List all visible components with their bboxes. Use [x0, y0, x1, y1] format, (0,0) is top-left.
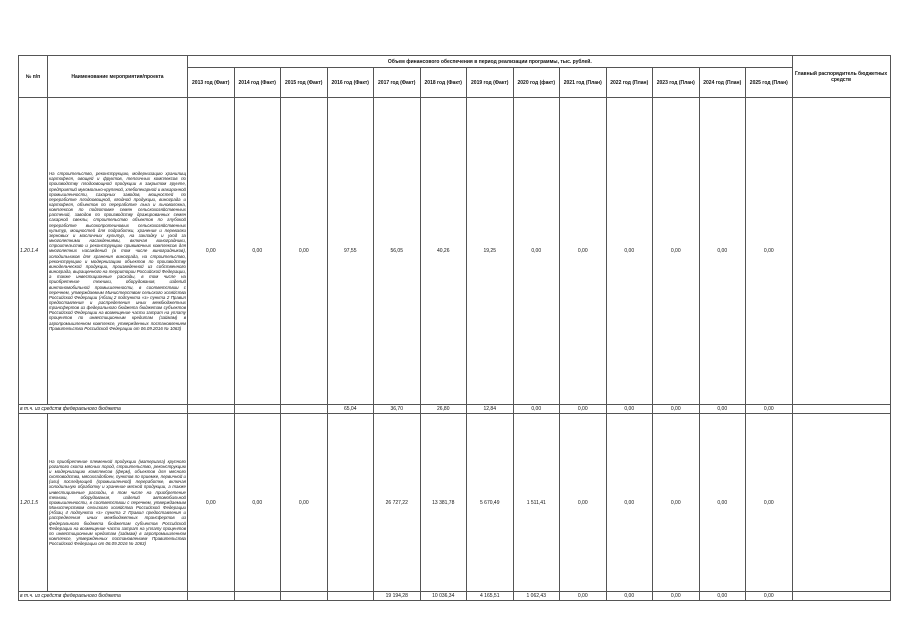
header-year: 2013 год (Факт) — [188, 68, 235, 98]
value-cell: 0,00 — [746, 414, 793, 592]
value-cell — [327, 592, 374, 601]
value-cell: 56,05 — [374, 98, 421, 405]
value-cell: 0,00 — [560, 414, 607, 592]
value-cell: 0,00 — [606, 405, 653, 414]
value-cell: 40,26 — [420, 98, 467, 405]
header-num: № п/п — [19, 56, 48, 98]
value-cell: 0,00 — [746, 592, 793, 601]
value-cell: 4 165,51 — [467, 592, 514, 601]
value-cell: 19,25 — [467, 98, 514, 405]
header-year: 2024 год (План) — [699, 68, 746, 98]
value-cell: 0,00 — [653, 98, 700, 405]
value-cell: 13 381,78 — [420, 414, 467, 592]
value-cell: 97,55 — [327, 98, 374, 405]
distributor-cell — [792, 592, 890, 601]
value-cell: 0,00 — [606, 592, 653, 601]
header-year: 2017 год (Факт) — [374, 68, 421, 98]
value-cell: 26,80 — [420, 405, 467, 414]
distributor-cell — [792, 405, 890, 414]
value-cell: 5 670,49 — [467, 414, 514, 592]
header-year: 2014 год (Факт) — [234, 68, 281, 98]
value-cell: 0,00 — [699, 405, 746, 414]
value-cell: 1 062,43 — [513, 592, 560, 601]
distributor-cell — [792, 98, 890, 405]
table-row — [19, 98, 891, 405]
value-cell — [188, 405, 235, 414]
row-code: 1.20.1.4 — [19, 98, 48, 405]
value-cell: 0,00 — [699, 98, 746, 405]
financing-table — [18, 55, 891, 601]
value-cell — [234, 405, 281, 414]
row-sublabel: в т.ч. из средств федерального бюджета — [19, 405, 188, 414]
value-cell: 65,04 — [327, 405, 374, 414]
value-cell: 0,00 — [281, 414, 328, 592]
value-cell: 0,00 — [513, 405, 560, 414]
value-cell — [327, 414, 374, 592]
value-cell: 0,00 — [699, 414, 746, 592]
value-cell: 0,00 — [653, 592, 700, 601]
value-cell: 0,00 — [234, 414, 281, 592]
value-cell: 0,00 — [653, 414, 700, 592]
value-cell: 0,00 — [234, 98, 281, 405]
value-cell: 1 511,41 — [513, 414, 560, 592]
value-cell: 12,84 — [467, 405, 514, 414]
header-year: 2019 год (Факт) — [467, 68, 514, 98]
value-cell: 0,00 — [188, 414, 235, 592]
value-cell: 0,00 — [560, 405, 607, 414]
value-cell: 0,00 — [606, 414, 653, 592]
value-cell: 0,00 — [653, 405, 700, 414]
value-cell: 0,00 — [746, 405, 793, 414]
value-cell: 19 194,28 — [374, 592, 421, 601]
value-cell: 10 036,34 — [420, 592, 467, 601]
header-year: 2021 год (План) — [560, 68, 607, 98]
value-cell: 0,00 — [560, 98, 607, 405]
value-cell: 0,00 — [560, 592, 607, 601]
value-cell: 0,00 — [188, 98, 235, 405]
header-year: 2020 год (факт) — [513, 68, 560, 98]
row-code: 1.20.1.5 — [19, 414, 48, 592]
header-name: Наименование мероприятия/проекта — [48, 56, 188, 98]
value-cell: 26 727,22 — [374, 414, 421, 592]
value-cell — [188, 592, 235, 601]
value-cell — [281, 405, 328, 414]
table-row — [19, 414, 891, 592]
header-row-top — [19, 56, 891, 68]
header-year: 2015 год (Факт) — [281, 68, 328, 98]
value-cell: 0,00 — [281, 98, 328, 405]
distributor-cell — [792, 414, 890, 592]
value-cell: 0,00 — [746, 98, 793, 405]
value-cell: 0,00 — [606, 98, 653, 405]
header-distributor: Главный распорядитель бюджетных средств — [792, 56, 890, 98]
header-year: 2022 год (План) — [606, 68, 653, 98]
header-year: 2018 год (Факт) — [420, 68, 467, 98]
value-cell — [281, 592, 328, 601]
table-row — [19, 405, 891, 414]
row-sublabel: в т.ч. из средств федерального бюджета — [19, 592, 188, 601]
header-year: 2016 год (Факт) — [327, 68, 374, 98]
header-year: 2025 год (План) — [746, 68, 793, 98]
value-cell: 0,00 — [699, 592, 746, 601]
header-financing-group: Объем финансового обеспечения в период реализации программы, тыс. рублей. — [188, 56, 793, 68]
row-description: На строительство, реконструкцию, модернизацию хранилищ картофеля, овощей и фруктов, тепличных комплексов по производству плодоовощной продукции в закрытом грунте, предприятий мукомольно-крупяной, хлебопекарной и макаронной промышленности, сахарных заводов, мощностей по переработке плодоовощной, ягодной продукции, винограда и картофеля, объектов по переработке льна и льноволокна, комплексов по подготовке семян сельскохозяйственных растений, заводов по производству дражированных семян сахарной свеклы, строительство объектов по глубокой переработке высокопротеиновых сельскохозяйственных культур, мощностей для подработки, хранения и перевалки зерновых и масличных культур, на закладку и уход за многолетними насаждениями, включая виноградники, строительство и реконструкцию прививочных комплексов для многолетних насаждений (в том числе виноградников), холодильников для хранения винограда, на строительство, реконструкцию и модернизацию объектов по производству винодельческой продукции, произведенной из собственного винограда, выращенного на территории Российской Федерации, а также инвестиционные расходы, в том числе на приобретение техники, оборудования, изделий винтономобильной промышленности, в соответствии с перечнем, утверждаемым Министерством сельского хозяйства Российской Федерации (Абзац 2 подпункта «з» пункта 2 Правил предоставления и распределения иных межбюджетных трансфертов из федерального бюджета бюджетам субъектов Российской Федерации на возмещение части затрат на уплату процентов по инвестиционным кредитам (займам) в агропромышленном комплексе, утвержденных постановлением Правительства Российской Федерации от 06.09.2016 № 1063) — [48, 98, 188, 405]
table-row — [19, 592, 891, 601]
row-description: На приобретение племенной продукции (материала) крупного рогатого скота мясных пород, строительство, реконструкцию и модернизацию комплексов (ферм), объектов для мясного скотоводства, мясохладобоен, пунктов по приемке, первичной и (или) последующей (промышленной) переработке, включая холодильную обработку и хранение мясной продукции, а также инвестиционные расходы, в том числе на приобретение техники, оборудования, изделий автомобильной промышленности, в соответствии с перечнем, утверждаемым Министерством сельского хозяйства Российской Федерации (Абзац 4 подпункта «з» пункта 2 Правил предоставления и распределения иных межбюджетных трансфертов из федерального бюджета бюджетам субъектов Российской Федерации на возмещение части затрат на уплату процентов по инвестиционным кредитам (займам) в агропромышленном комплексе, утвержденных постановлением Правительства Российской Федерации от 06.09.2016 № 1063) — [48, 414, 188, 592]
value-cell: 0,00 — [513, 98, 560, 405]
value-cell: 36,70 — [374, 405, 421, 414]
header-year: 2023 год (План) — [653, 68, 700, 98]
value-cell — [234, 592, 281, 601]
